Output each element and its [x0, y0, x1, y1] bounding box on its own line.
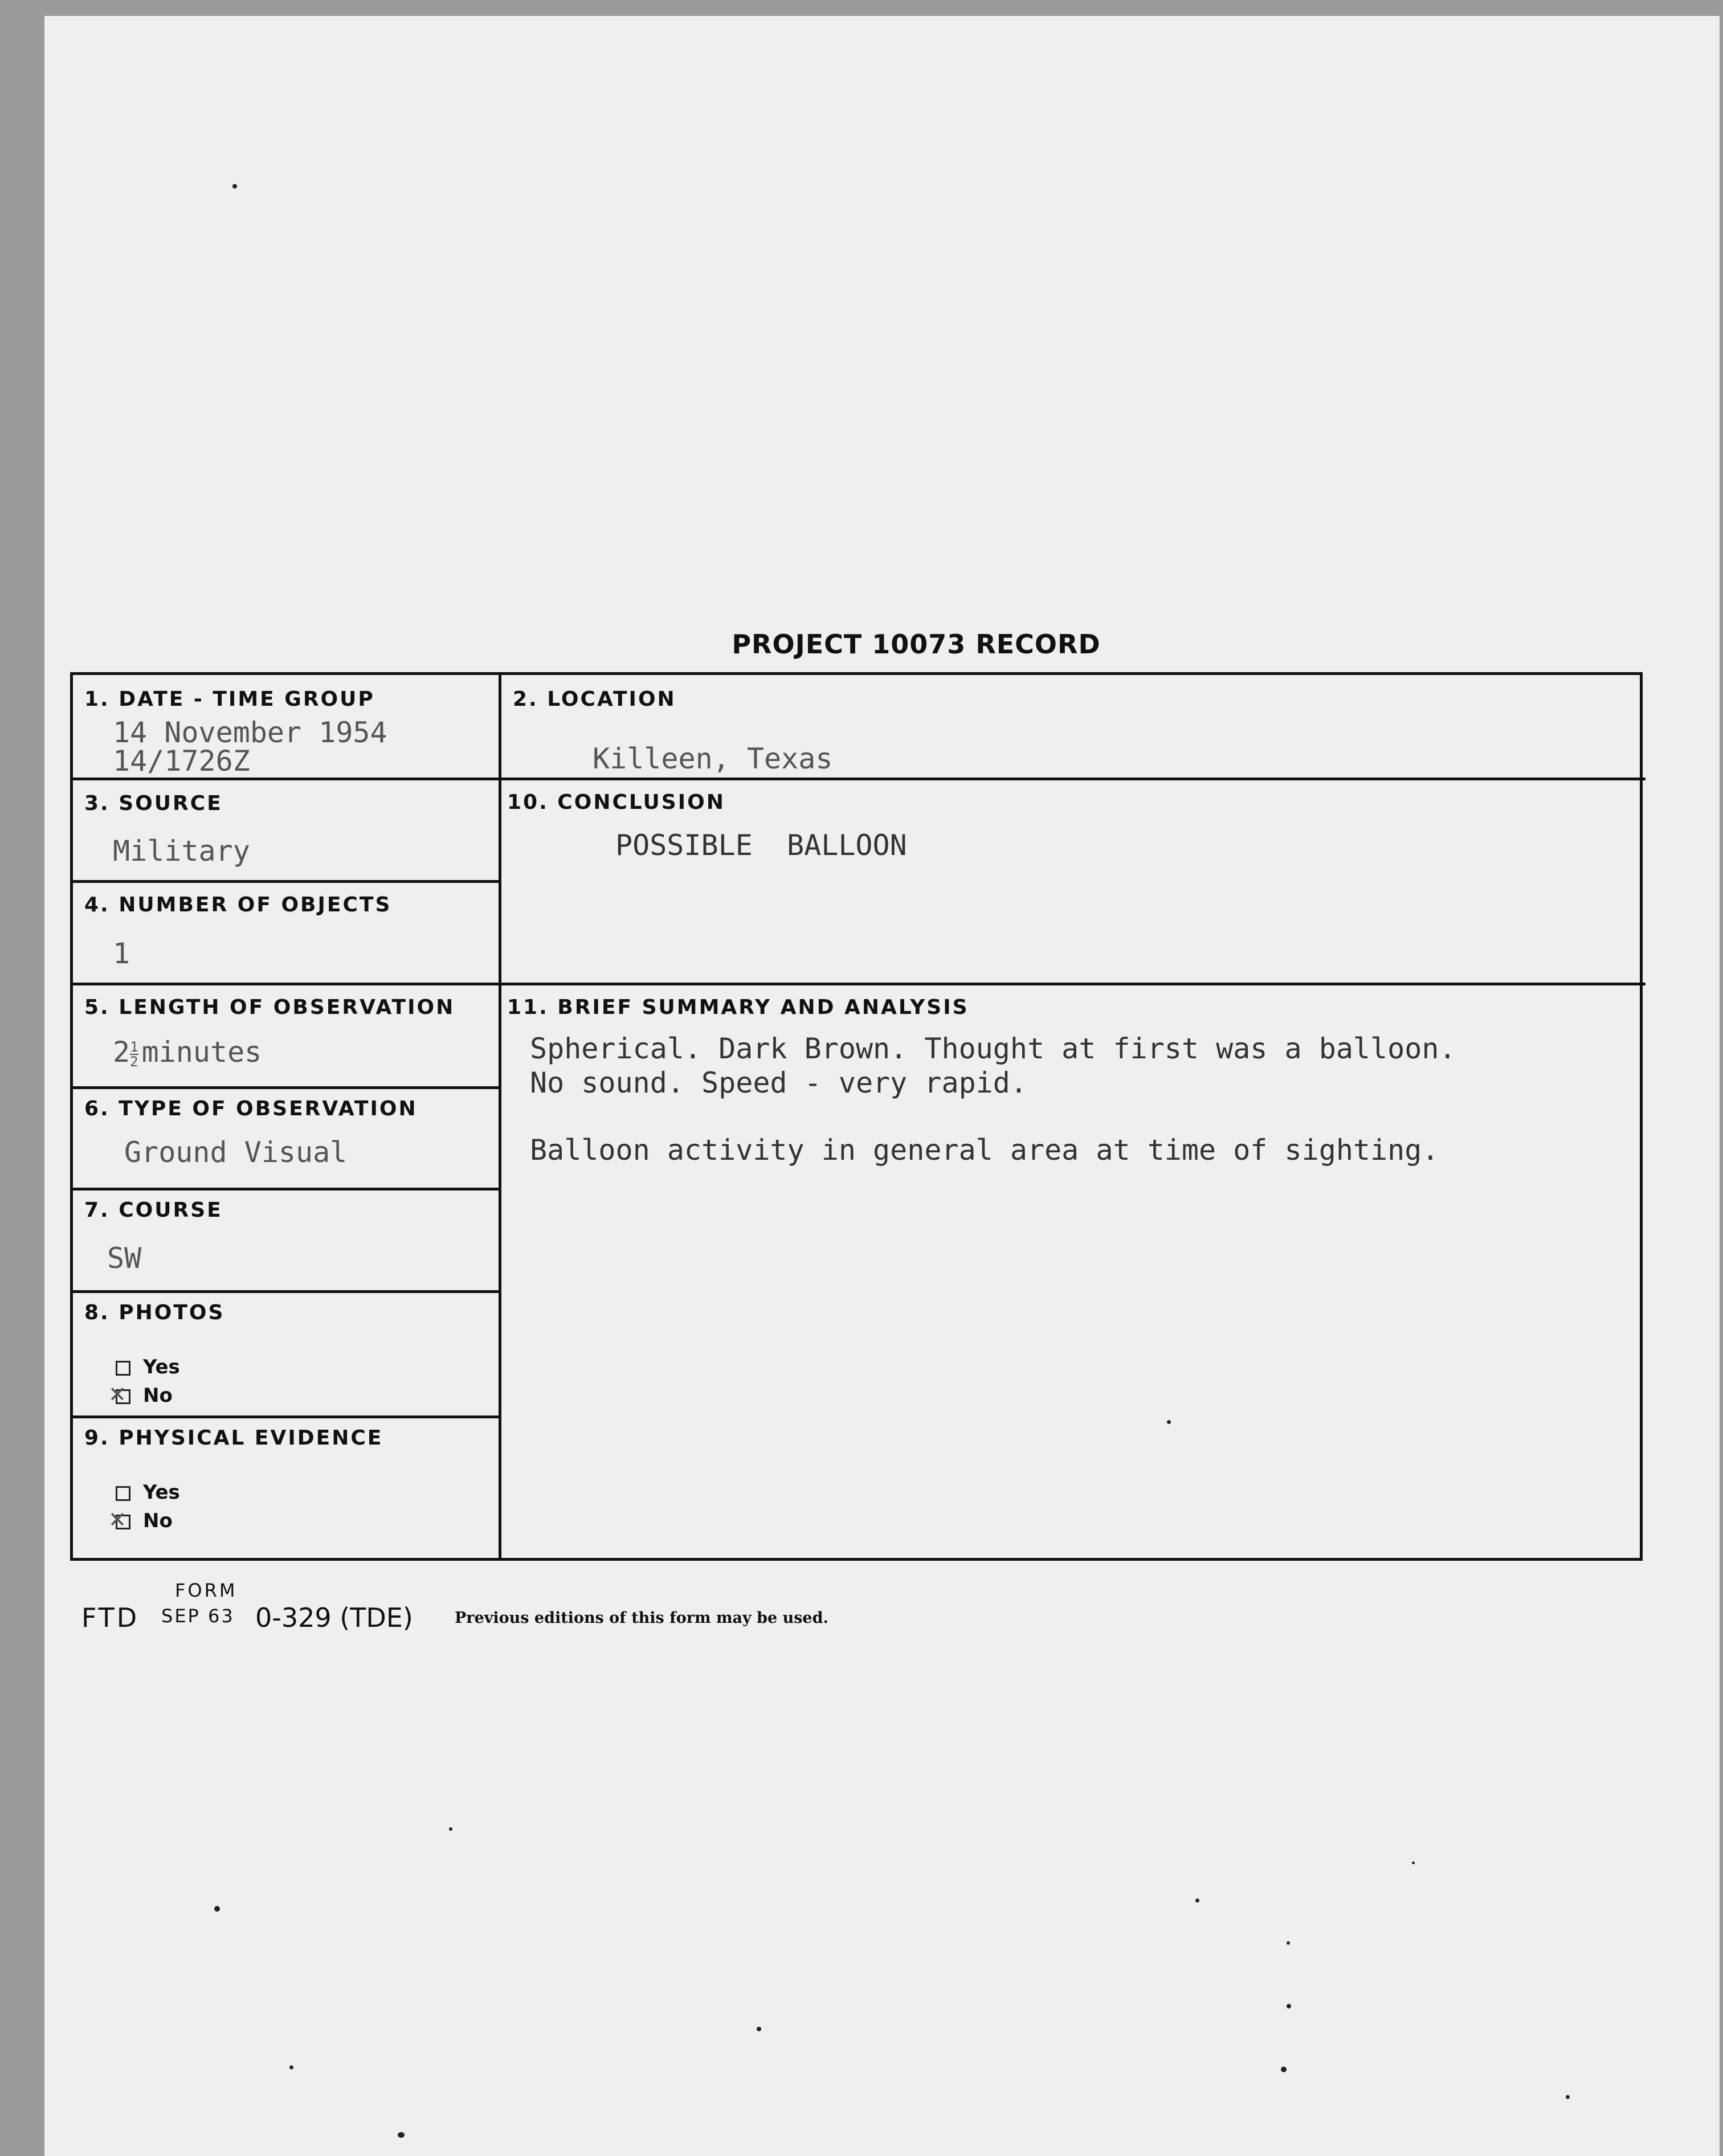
physical-evidence-yes-option[interactable]	[116, 1481, 180, 1504]
course-label: 7. COURSE	[84, 1198, 223, 1222]
speck	[1195, 1899, 1199, 1903]
type-of-observation-cell	[73, 1089, 499, 1188]
physical-evidence-no-option[interactable]	[116, 1509, 173, 1532]
speck	[449, 1827, 452, 1831]
summary-cell	[501, 985, 1643, 1558]
photos-label: 8. PHOTOS	[84, 1301, 225, 1324]
length-of-observation-value	[113, 1036, 262, 1069]
photos-no-label: No	[143, 1384, 173, 1407]
source-cell	[73, 780, 499, 880]
date-time-group-label: 1. DATE - TIME GROUP	[84, 688, 375, 711]
speck	[1287, 1941, 1290, 1945]
speck	[398, 2132, 405, 2138]
physical-evidence-cell	[73, 1418, 499, 1558]
location-label: 2. LOCATION	[513, 688, 676, 711]
checked-checkbox-icon[interactable]	[116, 1389, 130, 1404]
photos-yes-label: Yes	[143, 1356, 180, 1378]
speck	[214, 1906, 220, 1912]
course-cell	[73, 1190, 499, 1290]
source-label: 3. SOURCE	[84, 792, 223, 815]
form-ftd: FTD	[81, 1602, 140, 1633]
speck	[232, 184, 237, 189]
summary-line: Spherical. Dark Brown. Thought at first was a balloon.	[530, 1032, 1456, 1065]
checkbox-icon[interactable]	[116, 1486, 130, 1501]
speck	[1281, 2067, 1287, 2072]
number-of-objects-label: 4. NUMBER OF OBJECTS	[84, 893, 392, 917]
type-of-observation-label: 6. TYPE OF OBSERVATION	[84, 1097, 418, 1120]
number-of-objects-value: 1	[113, 937, 130, 970]
speck	[757, 2027, 761, 2031]
fraction-denominator: 2	[130, 1053, 138, 1070]
physical-evidence-no-label: No	[143, 1509, 173, 1532]
type-of-observation-value: Ground Visual	[124, 1136, 348, 1169]
date-value: 14 November 1954	[113, 716, 387, 749]
source-value: Military	[113, 834, 250, 868]
physical-evidence-label: 9. PHYSICAL EVIDENCE	[84, 1426, 383, 1450]
time-value: 14/1726Z	[113, 744, 250, 778]
form-number: 0-329 (TDE)	[255, 1602, 413, 1633]
location-value: Killeen, Texas	[593, 742, 833, 775]
number-of-objects-cell	[73, 883, 499, 983]
photos-yes-option[interactable]	[116, 1356, 180, 1378]
summary-label: 11. BRIEF SUMMARY AND ANALYSIS	[507, 996, 969, 1019]
record-form	[70, 672, 1643, 1561]
length-whole: 2	[113, 1036, 130, 1069]
course-value: SW	[107, 1242, 142, 1275]
summary-line: Balloon activity in general area at time of sighting.	[530, 1134, 1439, 1167]
speck	[1287, 2004, 1291, 2008]
checked-checkbox-icon[interactable]	[116, 1515, 130, 1529]
speck	[1412, 1862, 1415, 1864]
speck	[1566, 2095, 1570, 2099]
length-of-observation-label: 5. LENGTH OF OBSERVATION	[84, 996, 455, 1019]
summary-line: No sound. Speed - very rapid.	[530, 1066, 1027, 1099]
checkbox-icon[interactable]	[116, 1361, 130, 1376]
form-label: FORM	[175, 1580, 238, 1601]
length-unit: minutes	[141, 1036, 262, 1069]
document-sheet	[44, 16, 1720, 2156]
document-title: PROJECT 10073 RECORD	[732, 629, 1101, 660]
photos-cell	[73, 1293, 499, 1415]
speck	[289, 2065, 293, 2069]
conclusion-cell	[501, 780, 1643, 983]
location-cell	[501, 675, 1643, 778]
length-of-observation-cell	[73, 985, 499, 1086]
fraction-numerator: 1	[130, 1038, 138, 1055]
physical-evidence-yes-label: Yes	[143, 1481, 180, 1504]
form-note: Previous editions of this form may be used.	[455, 1609, 828, 1627]
length-fraction	[130, 1040, 138, 1069]
date-time-group-cell	[73, 675, 499, 778]
conclusion-value: POSSIBLE BALLOON	[615, 829, 907, 862]
conclusion-label: 10. CONCLUSION	[507, 791, 725, 814]
form-date: SEP 63	[161, 1605, 235, 1627]
photos-no-option[interactable]	[116, 1384, 173, 1407]
